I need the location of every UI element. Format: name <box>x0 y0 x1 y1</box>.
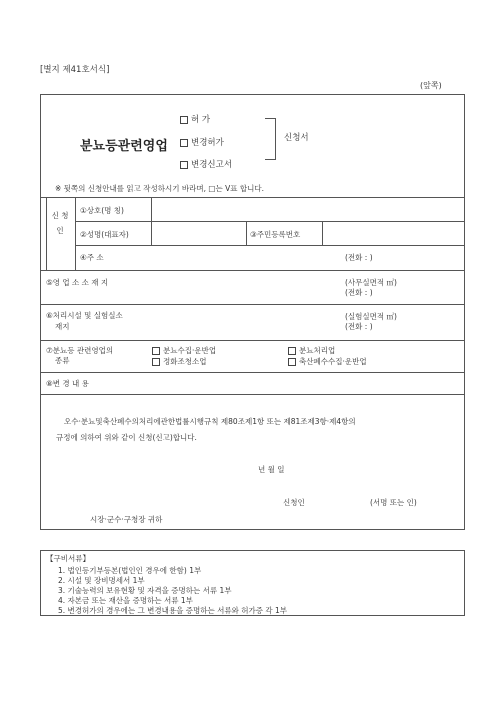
option-livestock-transport[interactable]: 축산폐수수집·운반업 <box>288 356 367 367</box>
checkbox-icon <box>180 161 188 169</box>
option-collection-transport[interactable]: 분뇨수집·운반업 <box>152 345 216 356</box>
document-item-1: 1. 법인등기부등본(법인인 경우에 한함) 1부 <box>58 566 202 575</box>
business-type-label: ⑦분뇨등 관련영업의 종류 <box>46 346 114 365</box>
checkbox-icon <box>152 358 160 366</box>
lab-phone: (전화 : ) <box>345 322 373 331</box>
document-item-4: 4. 자본금 또는 재산을 증명하는 서류 1부 <box>58 596 193 605</box>
checkbox-icon <box>288 358 296 366</box>
resident-no-field[interactable] <box>325 224 459 242</box>
facility-location-label: ⑥처리시설 및 실험실소 재지 <box>46 311 123 331</box>
checkbox-icon <box>180 116 188 124</box>
document-item-2: 2. 시설 및 장비명세서 1부 <box>58 576 145 585</box>
signature-placeholder: (서명 또는 인) <box>370 498 417 507</box>
address-field[interactable] <box>154 248 334 266</box>
resident-no-label: ③주민등록번호 <box>250 230 301 239</box>
option-treatment[interactable]: 분뇨처리업 <box>288 345 335 356</box>
address-label: ④주 소 <box>80 253 104 262</box>
option-change-report[interactable]: 변경신고서 <box>180 158 232 170</box>
change-content-field[interactable] <box>154 375 459 392</box>
title-suffix: 신청서 <box>284 133 309 143</box>
option-septic-cleaning[interactable]: 정화조청소업 <box>152 356 206 367</box>
statement-line1: 오수·분뇨및축산폐수의처리에관한법률시행규칙 제80조제1항 또는 제81조제3항·제4항의 <box>64 417 356 426</box>
change-content-label: ⑧변 경 내 용 <box>46 379 89 388</box>
address-phone: (전화 : ) <box>345 253 373 262</box>
applicant-sign-label: 신청인 <box>283 498 305 507</box>
checkbox-icon <box>288 347 296 355</box>
applicant-section-label: 신 청 인 <box>51 211 69 235</box>
checkbox-icon <box>180 139 188 147</box>
title-bracket <box>265 118 276 160</box>
facility-location-field[interactable] <box>154 308 334 333</box>
trade-name-label: ①상호(명 칭) <box>80 206 124 215</box>
form-title: 분뇨등관련영업 <box>80 139 168 154</box>
business-location-label: ⑤영 업 소 소 재 지 <box>46 278 109 287</box>
business-location-field[interactable] <box>154 274 334 299</box>
option-permit[interactable]: 허 가 <box>180 113 210 125</box>
option-change-permit[interactable]: 변경허가 <box>180 136 224 148</box>
required-documents-title: 【구비서류】 <box>46 554 90 563</box>
office-phone: (전화 : ) <box>345 288 373 297</box>
page-side-label: (앞쪽) <box>420 81 442 90</box>
name-label: ②성명(대표자) <box>80 230 129 239</box>
document-item-3: 3. 기술능력의 보유현황 및 자격을 증명하는 서류 1부 <box>58 586 232 595</box>
name-field[interactable] <box>154 224 242 242</box>
lab-area: (실험실면적 ㎡) <box>345 312 397 321</box>
date-line: 년 월 일 <box>258 465 285 474</box>
document-item-5: 5. 변경허가의 경우에는 그 변경내용을 증명하는 서류와 허가증 각 1부 <box>58 606 287 615</box>
checkbox-icon <box>152 347 160 355</box>
statement-line2: 규정에 의하여 위와 같이 신청(신고)합니다. <box>56 433 197 442</box>
office-area: (사무실면적 ㎡) <box>345 278 397 287</box>
trade-name-field[interactable] <box>154 200 459 218</box>
notice-text: ※ 뒷쪽의 신청안내를 읽고 작성하시기 바라며, □는 V표 합니다. <box>55 184 264 193</box>
form-number: [별지 제41호서식] <box>40 65 110 75</box>
recipient: 시장·군수·구청장 귀하 <box>90 515 163 524</box>
